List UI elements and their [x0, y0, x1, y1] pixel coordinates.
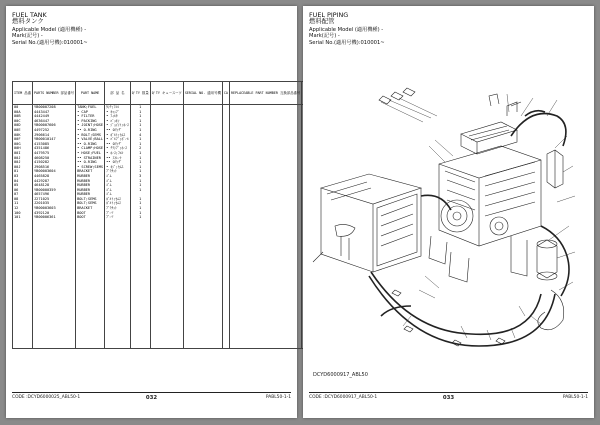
table-cell: 00G	[13, 142, 33, 147]
table-cell: 1	[130, 201, 150, 206]
table-cell: 1	[130, 119, 150, 124]
right-footer	[309, 392, 588, 400]
table-row-empty	[13, 344, 327, 349]
table-cell: ﾌﾞｰﾂ	[105, 211, 131, 216]
table-cell: RUBBER	[76, 179, 105, 184]
table-cell: • JOINT;HOSE	[77, 123, 104, 128]
table-cell-empty	[150, 344, 183, 349]
table-cell: BOLT;SEMS	[76, 197, 105, 202]
table-cell: 03	[13, 174, 33, 179]
left-page	[6, 6, 301, 418]
table-cell: •• O-RING	[76, 128, 105, 133]
column-header: CA	[222, 82, 229, 105]
table-cell: 1	[130, 110, 150, 115]
table-cell: 1	[130, 137, 150, 142]
table-cell: 1	[130, 165, 150, 170]
table-cell: 00A	[13, 110, 33, 115]
right-page-number: 033	[442, 395, 455, 401]
table-cell: 1	[130, 123, 150, 128]
table-cell-empty	[183, 344, 222, 349]
table-cell: RUBBER	[76, 192, 105, 197]
table-cell: J906614	[33, 133, 76, 138]
left-serial: Serial No.(適用号機):010001~	[12, 39, 88, 46]
table-cell: 1	[130, 183, 150, 188]
table-cell: 1	[130, 211, 150, 216]
table-cell: • PACKING	[76, 119, 105, 124]
table-cell: YB00007208	[33, 105, 76, 110]
table-cell: ｺﾞﾑ	[105, 179, 131, 184]
right-header	[309, 12, 385, 46]
right-title-jp: 燃料配管	[309, 17, 335, 26]
table-cell: 00I	[13, 151, 33, 156]
table-cell: RUBBER	[76, 188, 105, 193]
table-cell: •• STRAINER	[76, 156, 105, 161]
table-cell: 1	[130, 188, 150, 193]
table-cell: • SCREW;SEMS	[77, 164, 104, 169]
table-cell: ﾎﾞﾙﾄ;ｾﾑｽ	[105, 201, 131, 206]
table-cell: 05	[13, 183, 33, 188]
table-cell: RUBBER	[76, 174, 105, 179]
table-cell: • ﾊﾟｯｷﾝ	[105, 119, 131, 124]
table-cell: •• Oﾘﾝｸﾞ	[105, 160, 131, 165]
table-cell: ﾎﾞﾙﾄ;ｾﾑｽ	[105, 197, 131, 202]
left-footer-code: CODE :DCYD6000025_ABL50-1	[12, 395, 81, 400]
table-body	[13, 105, 327, 349]
diagram-caption: DCYD6000917_ABL50	[313, 372, 368, 378]
table-cell: ｺﾞﾑ	[105, 188, 131, 193]
left-mark: Mark(記号) -	[12, 33, 43, 40]
column-header: ITEM 品番	[13, 82, 33, 105]
table-cell: ﾀﾝｸ;ﾌｴﾙ	[105, 105, 131, 110]
table-cell: • FILTER	[76, 114, 105, 119]
table-cell: 00J	[13, 156, 33, 161]
table-cell: ｺﾞﾑ	[105, 183, 131, 188]
table-cell: RUBBER	[76, 183, 105, 188]
table-cell: TANK;FUEL	[76, 105, 105, 110]
table-cell: • ﾎｰｽ;ﾌｴﾙ	[105, 151, 131, 156]
table-cell: • ｸﾗﾝﾌﾟ;ﾎｰｽ	[105, 146, 131, 151]
column-header: 部 品 名	[105, 82, 131, 105]
table-cell: 06	[13, 188, 33, 193]
fuel-tank-drawing	[313, 174, 421, 272]
table-cell: 07	[13, 192, 33, 197]
table-cell: 1	[130, 215, 150, 220]
leader-lines	[381, 94, 575, 340]
table-cell: 1	[130, 128, 150, 133]
table-cell: ﾌﾞｰﾂ	[105, 215, 131, 220]
table-cell: 00D	[13, 123, 33, 128]
table-cell: • ﾎﾞﾙﾄ;ｾﾑｽ	[105, 133, 131, 138]
table-cell: 00B	[13, 114, 33, 119]
column-header: PARTS NUMBER 部品番号	[33, 82, 76, 105]
table-cell: 2	[130, 146, 150, 151]
table-cell: YB00003604	[33, 169, 76, 174]
table-cell: YB00003603	[33, 206, 76, 211]
right-title-en: FUEL PIPING	[309, 11, 349, 19]
table-cell: 00J	[13, 165, 33, 170]
column-header: SERIAL NO. 適用号機	[183, 82, 222, 105]
table-cell: •• Oﾘﾝｸﾞ	[105, 142, 131, 147]
table-cell-empty	[229, 344, 301, 349]
left-title-en: FUEL TANK	[12, 11, 47, 19]
table-cell-empty	[76, 344, 105, 349]
table-cell: 1	[130, 179, 150, 184]
table-cell: 4443447	[33, 110, 76, 115]
table-cell: 1	[130, 160, 150, 165]
table-cell: • ｷｬｯﾌﾟ	[105, 110, 131, 115]
table-cell: ｺﾞﾑ	[105, 192, 131, 197]
table-cell: 12	[13, 206, 33, 211]
left-title-jp: 燃料タンク	[12, 17, 44, 26]
column-header: REPLACEABLE PART NUMBER 互換部品番号	[229, 82, 301, 105]
table-cell: 4429287	[33, 179, 76, 184]
table-cell: 1	[130, 142, 150, 147]
table-cell: 4392120	[33, 211, 76, 216]
table-cell: •• O-RING	[76, 142, 105, 147]
table-cell: YB00000359	[33, 188, 76, 193]
table-cell: • ﾈｼﾞ;ｾﾑｽ	[105, 165, 131, 170]
table-cell: 00K	[13, 133, 33, 138]
table-cell: YB00010147	[33, 137, 76, 142]
table-cell: 100	[13, 211, 33, 216]
table-cell: 08	[13, 197, 33, 202]
table-cell: 04	[13, 179, 33, 184]
table-cell: 4636447	[33, 119, 76, 124]
table-cell: • CAP	[76, 110, 105, 115]
column-header: PART NAME	[76, 82, 105, 105]
table-cell: • CLAMP;HOSE	[77, 146, 104, 151]
table-cell: 00F	[13, 137, 33, 142]
column-header: Q'TY キュースーツ	[150, 82, 183, 105]
table-cell-empty	[33, 344, 76, 349]
table-cell: 4	[130, 133, 150, 138]
table-cell: 4442449	[33, 114, 76, 119]
table-cell-empty	[105, 344, 131, 349]
table-cell-empty	[13, 344, 33, 349]
table-cell: ｺﾞﾑ	[105, 174, 131, 179]
table-cell: •• O-RING	[76, 160, 105, 165]
table-cell: 3	[130, 174, 150, 179]
table-cell: • ﾊﾞﾙﾌﾞ;ﾎﾞｰﾙ	[106, 137, 129, 142]
engine-drawing	[429, 94, 541, 282]
table-cell: 00E	[13, 128, 33, 133]
right-applicable-model: Applicable Model (適用機種) -	[309, 26, 384, 33]
fuel-hoses	[369, 111, 569, 346]
table-header-row	[13, 82, 327, 105]
table-cell: J908516	[33, 165, 76, 170]
table-cell: 4150282	[33, 160, 76, 165]
table-cell: • ｼﾞｮｲﾝﾄ;ﾎｰｽ	[106, 123, 129, 128]
table-cell: 4479575	[33, 151, 76, 156]
table-cell: 1	[130, 105, 150, 110]
right-serial: Serial No.(適用号機):010001~	[309, 39, 385, 46]
table-cell: 101	[13, 215, 33, 220]
table-cell: 1	[130, 114, 150, 119]
table-cell: 00J	[13, 160, 33, 165]
right-footer-code: CODE :DCYD6000917_ABL50-1	[309, 395, 378, 400]
table-cell: • VALVE;BALL	[77, 137, 104, 142]
table-cell: YB00007606	[33, 123, 76, 128]
table-cell: 1	[130, 197, 150, 202]
table-cell: 4153085	[33, 142, 76, 147]
left-page-number: 032	[145, 395, 158, 401]
table-cell: 4648128	[33, 183, 76, 188]
table-cell: 11	[13, 201, 33, 206]
left-footer	[12, 392, 291, 400]
table-cell: 4608250	[33, 156, 76, 161]
table-cell: 1	[130, 169, 150, 174]
parts-table	[12, 81, 327, 349]
table-cell: YB00006361	[33, 215, 76, 220]
fuel-piping-diagram	[311, 76, 587, 366]
table-cell: BOOT	[76, 215, 105, 220]
table-cell: J201035	[33, 201, 76, 206]
table-cell: 4465828	[33, 174, 76, 179]
left-header	[12, 12, 88, 46]
table-cell: 00	[13, 105, 33, 110]
table-cell: 1	[130, 151, 150, 156]
table-cell-empty	[130, 344, 150, 349]
table-cell: BRACKET	[76, 169, 105, 174]
table-cell: J271025	[33, 197, 76, 202]
right-page	[303, 6, 594, 418]
table-cell: •• Oﾘﾝｸﾞ	[105, 128, 131, 133]
table-cell: ﾌﾞﾗｹｯﾄ	[105, 169, 131, 174]
table-cell: 1	[130, 206, 150, 211]
table-cell: BRACKET	[76, 206, 105, 211]
table-cell: •• ｽﾄﾚｰﾅ	[105, 156, 131, 161]
table-cell: • ﾌｨﾙﾀ	[105, 114, 131, 119]
left-footer-ref: PABL50-1-1	[265, 395, 291, 400]
table-cell: 4497252	[33, 128, 76, 133]
column-header: Q'TY 数量	[130, 82, 150, 105]
table-cell: 00C	[13, 119, 33, 124]
table-cell: 4657496	[33, 192, 76, 197]
table-cell: ﾌﾞﾗｹｯﾄ	[105, 206, 131, 211]
table-cell: 00H	[13, 146, 33, 151]
right-mark: Mark(記号) -	[309, 33, 340, 40]
table-cell: BOOT	[76, 211, 105, 216]
table-cell: 01	[13, 169, 33, 174]
table-cell: • HOSE;FUEL	[76, 151, 105, 156]
table-cell: 4351486	[33, 146, 76, 151]
table-cell-empty	[222, 344, 229, 349]
table-cell: • BOLT;SEMS	[76, 133, 105, 138]
table-cell: 1	[130, 156, 150, 161]
table-cell: BOLT;SEMS	[76, 201, 105, 206]
left-applicable-model: Applicable Model (適用機種) -	[12, 26, 87, 33]
right-footer-ref: PABL50-1-1	[562, 395, 588, 400]
